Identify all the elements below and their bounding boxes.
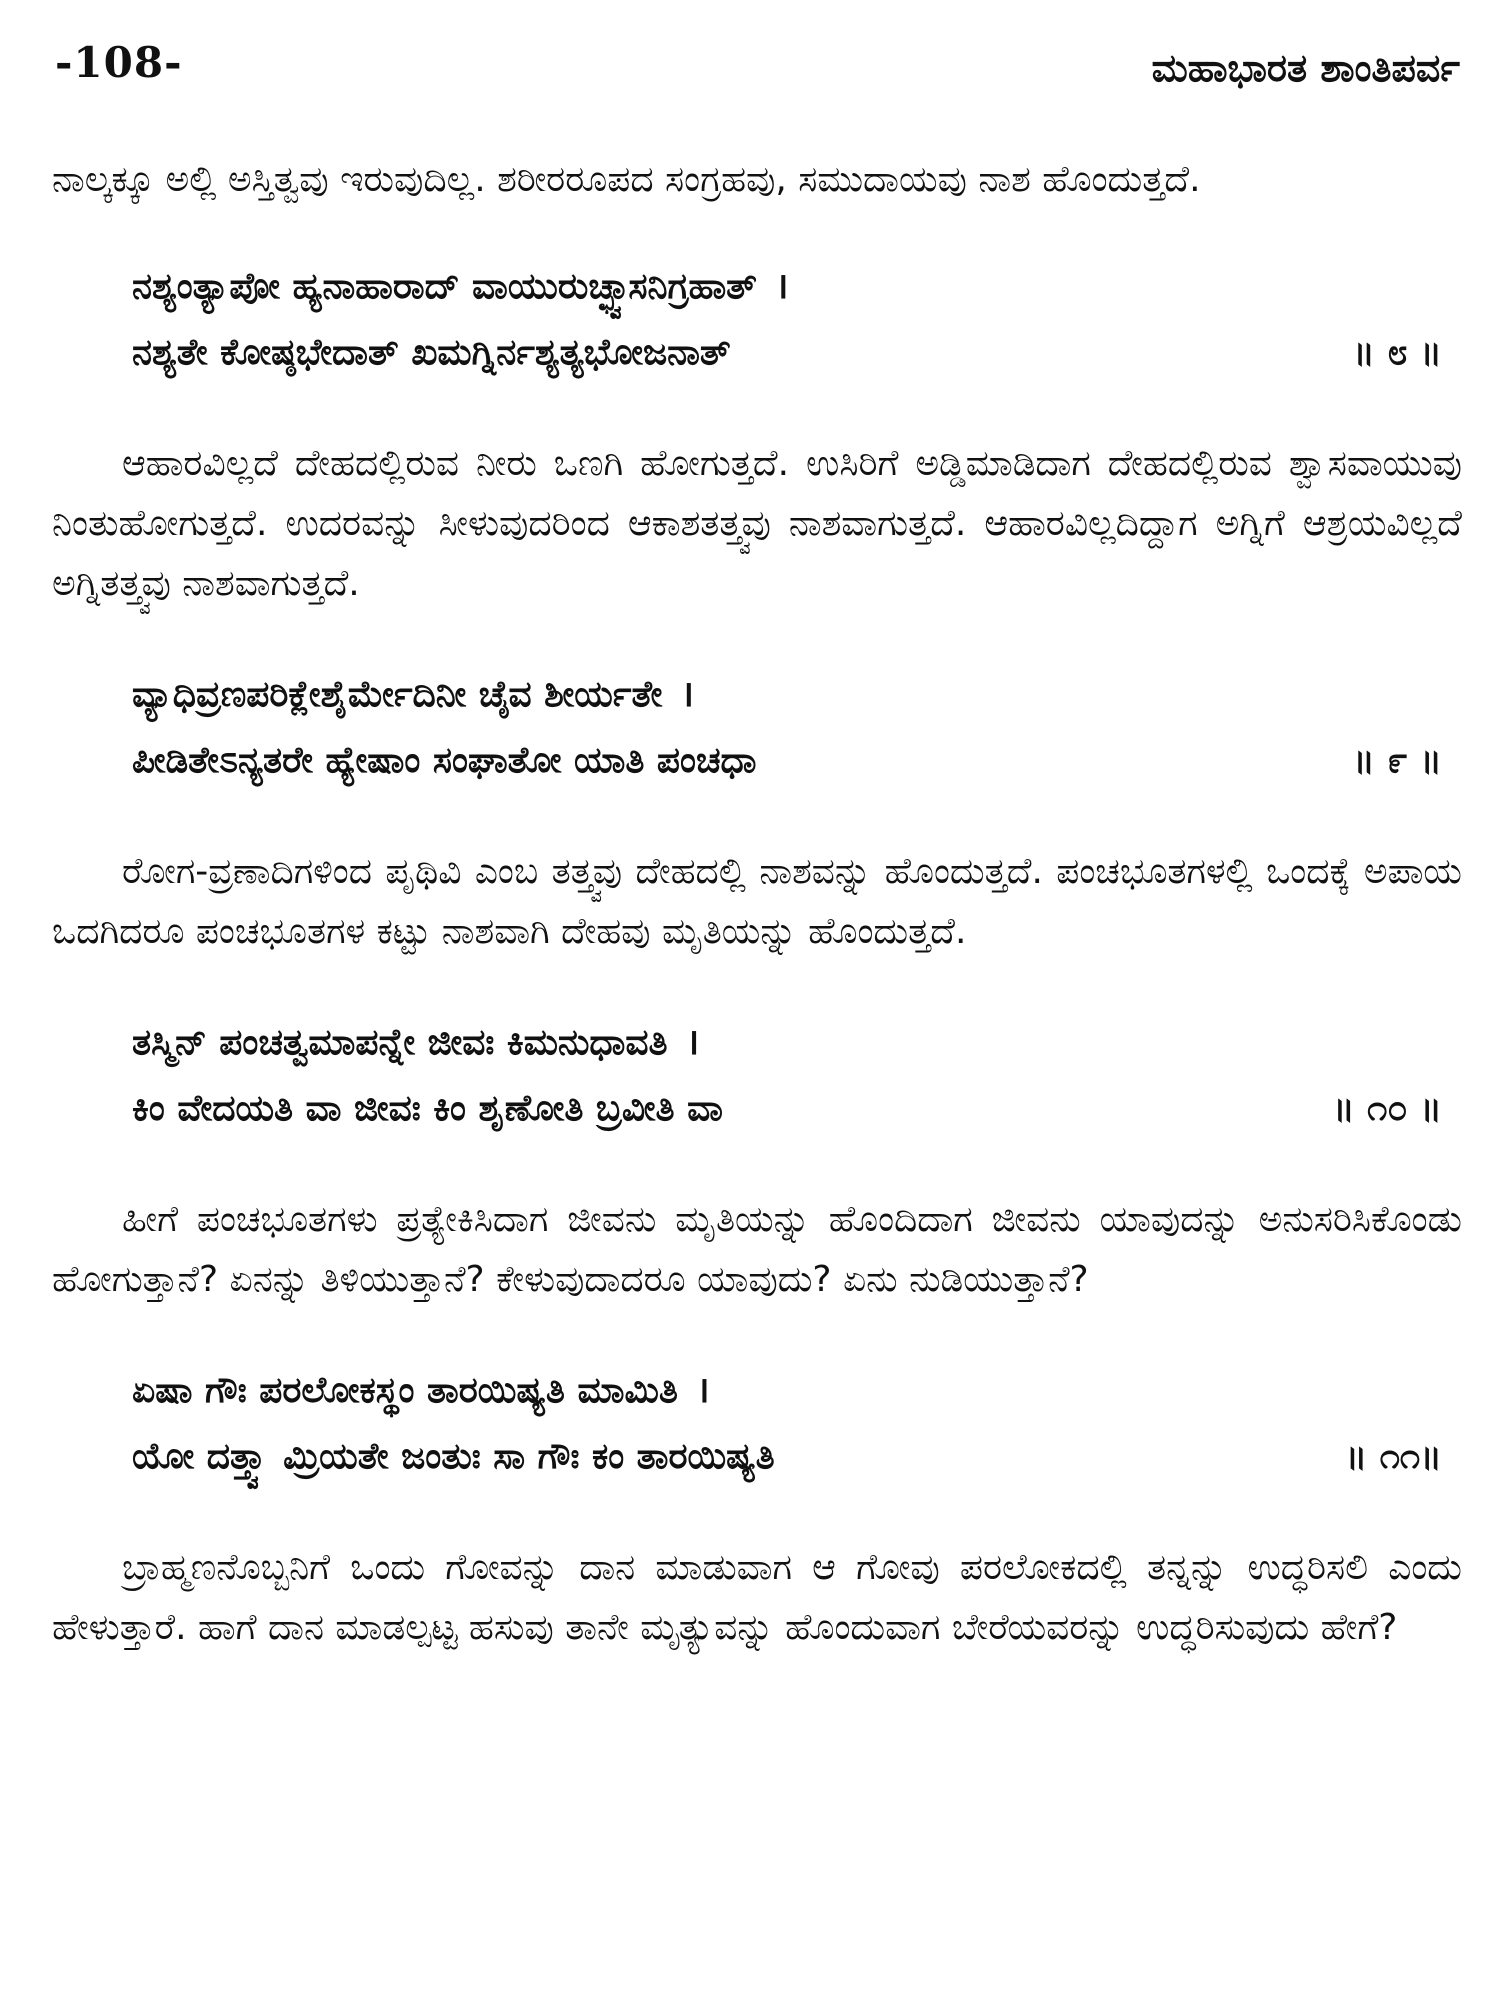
verse-text: ಏಷಾ ಗೌಃ ಪರಲೋಕಸ್ಥಂ ತಾರಯಿಷ್ಯತಿ ಮಾಮಿತಿ — [132, 1370, 678, 1411]
page-header — [55, 38, 1460, 98]
verse-text: ನಶ್ಯಂತ್ಯಾಪೋ ಹ್ಯನಾಹಾರಾದ್ ವಾಯುರುಚ್ಛ್ವಾಸನಿಗ್ರಹಾತ್ — [132, 266, 757, 307]
sanskrit-verse — [132, 1010, 1462, 1142]
verse-number: ॥ ೮ ॥ — [1352, 332, 1442, 373]
verse-line — [132, 320, 1462, 386]
danda-mark: । — [695, 1370, 710, 1411]
document-body — [52, 150, 1462, 1706]
verse-number: ॥ ೧೧॥ — [1345, 1436, 1442, 1477]
sanskrit-verse — [132, 254, 1462, 386]
verse-text: ಯೋ ದತ್ತ್ವಾ ಮ್ರಿಯತೇ ಜಂತುಃ ಸಾ ಗೌಃ ಕಂ ತಾರಯಿಷ್ಯತಿ — [132, 1436, 775, 1477]
verse-text: ತಸ್ಮಿನ್ ಪಂಚತ್ವಮಾಪನ್ನೇ ಜೀವಃ ಕಿಮನುಧಾವತಿ — [132, 1022, 668, 1063]
verse-line — [132, 254, 1462, 320]
verse-line — [132, 1424, 1462, 1490]
running-head: ಮಹಾಭಾರತ ಶಾಂತಿಪರ್ವ — [1151, 46, 1460, 90]
verse-text: ನಶ್ಯತೇ ಕೋಷ್ಠಭೇದಾತ್ ಖಮಗ್ನಿರ್ನಶ್ಯತ್ಯಭೋಜನಾತ್ — [132, 332, 731, 373]
verse-text: ಕಿಂ ವೇದಯತಿ ವಾ ಜೀವಃ ಕಿಂ ಶೃಣೋತಿ ಬ್ರವೀತಿ ವಾ — [132, 1088, 723, 1129]
sanskrit-verse — [132, 1358, 1462, 1490]
paragraph-text: ಹೀಗೆ ಪಂಚಭೂತಗಳು ಪ್ರತ್ಯೇಕಿಸಿದಾಗ ಜೀವನು ಮೃತಿಯನ್ನು ಹೊಂದಿದಾಗ ಜೀವನು ಯಾವುದನ್ನು ಅನುಸರಿಸಿಕೊಂಡು ಹೋಗುತ್ತಾನೆ? ಏನನ್ನು ತಿಳಿಯುತ್ತಾನೆ? ಕೇಳುವುದಾದರೂ ಯಾವುದು? ಏನು ನುಡಿಯುತ್ತಾನೆ? — [52, 1199, 1462, 1300]
verse-number: ॥ ೯ ॥ — [1352, 740, 1442, 781]
verse-line — [132, 1010, 1462, 1076]
prose-paragraph — [52, 1538, 1462, 1658]
verse-line — [132, 662, 1462, 728]
prose-paragraph — [52, 842, 1462, 962]
verse-line — [132, 728, 1462, 794]
verse-line — [132, 1358, 1462, 1424]
prose-paragraph — [52, 150, 1462, 210]
danda-mark: । — [774, 266, 789, 307]
paragraph-text: ಬ್ರಾಹ್ಮಣನೊಬ್ಬನಿಗೆ ಒಂದು ಗೋವನ್ನು ದಾನ ಮಾಡುವಾಗ ಆ ಗೋವು ಪರಲೋಕದಲ್ಲಿ ತನ್ನನ್ನು ಉದ್ಧರಿಸಲಿ ಎಂದು ಹೇಳುತ್ತಾರೆ. ಹಾಗೆ ದಾನ ಮಾಡಲ್ಪಟ್ಟ ಹಸುವು ತಾನೇ ಮೃತ್ಯುವನ್ನು ಹೊಂದುವಾಗ ಬೇರೆಯವರನ್ನು ಉದ್ಧರಿಸುವುದು ಹೇಗೆ? — [52, 1547, 1462, 1648]
verse-number: ॥ ೧೦ ॥ — [1332, 1088, 1442, 1129]
verse-line — [132, 1076, 1462, 1142]
page-number: -108- — [55, 38, 183, 87]
verse-text: ವ್ಯಾಧಿವ್ರಣಪರಿಕ್ಲೇಶೈರ್ಮೇದಿನೀ ಚೈವ ಶೀರ್ಯತೇ — [132, 674, 663, 715]
paragraph-text: ಆಹಾರವಿಲ್ಲದೆ ದೇಹದಲ್ಲಿರುವ ನೀರು ಒಣಗಿ ಹೋಗುತ್ತದೆ. ಉಸಿರಿಗೆ ಅಡ್ಡಿಮಾಡಿದಾಗ ದೇಹದಲ್ಲಿರುವ ಶ್ವಾಸವಾಯುವು ನಿಂತುಹೋಗುತ್ತದೆ. ಉದರವನ್ನು ಸೀಳುವುದರಿಂದ ಆಕಾಶತತ್ತ್ವವು ನಾಶವಾಗುತ್ತದೆ. ಆಹಾರವಿಲ್ಲದಿದ್ದಾಗ ಅಗ್ನಿಗೆ ಆಶ್ರಯವಿಲ್ಲದೆ ಅಗ್ನಿತತ್ತ್ವವು ನಾಶವಾಗುತ್ತದೆ. — [52, 443, 1462, 604]
paragraph-text: ರೋಗ-ವ್ರಣಾದಿಗಳಿಂದ ಪೃಥಿವಿ ಎಂಬ ತತ್ತ್ವವು ದೇಹದಲ್ಲಿ ನಾಶವನ್ನು ಹೊಂದುತ್ತದೆ. ಪಂಚಭೂತಗಳಲ್ಲಿ ಒಂದಕ್ಕೆ ಅಪಾಯ ಒದಗಿದರೂ ಪಂಚಭೂತಗಳ ಕಟ್ಟು ನಾಶವಾಗಿ ದೇಹವು ಮೃತಿಯನ್ನು ಹೊಂದುತ್ತದೆ. — [52, 851, 1462, 952]
danda-mark: । — [680, 674, 694, 715]
sanskrit-verse — [132, 662, 1462, 794]
prose-paragraph — [52, 434, 1462, 614]
verse-text: ಪೀಡಿತೇಽನ್ಯತರೇ ಹ್ಯೇಷಾಂ ಸಂಘಾತೋ ಯಾತಿ ಪಂಚಧಾ — [132, 740, 757, 781]
prose-paragraph — [52, 1190, 1462, 1310]
danda-mark: । — [685, 1022, 700, 1063]
paragraph-text: ನಾಲ್ಕಕ್ಕೂ ಅಲ್ಲಿ ಅಸ್ತಿತ್ವವು ಇರುವುದಿಲ್ಲ. ಶರೀರರೂಪದ ಸಂಗ್ರಹವು, ಸಮುದಾಯವು ನಾಶ ಹೊಂದುತ್ತದೆ. — [52, 159, 1201, 200]
